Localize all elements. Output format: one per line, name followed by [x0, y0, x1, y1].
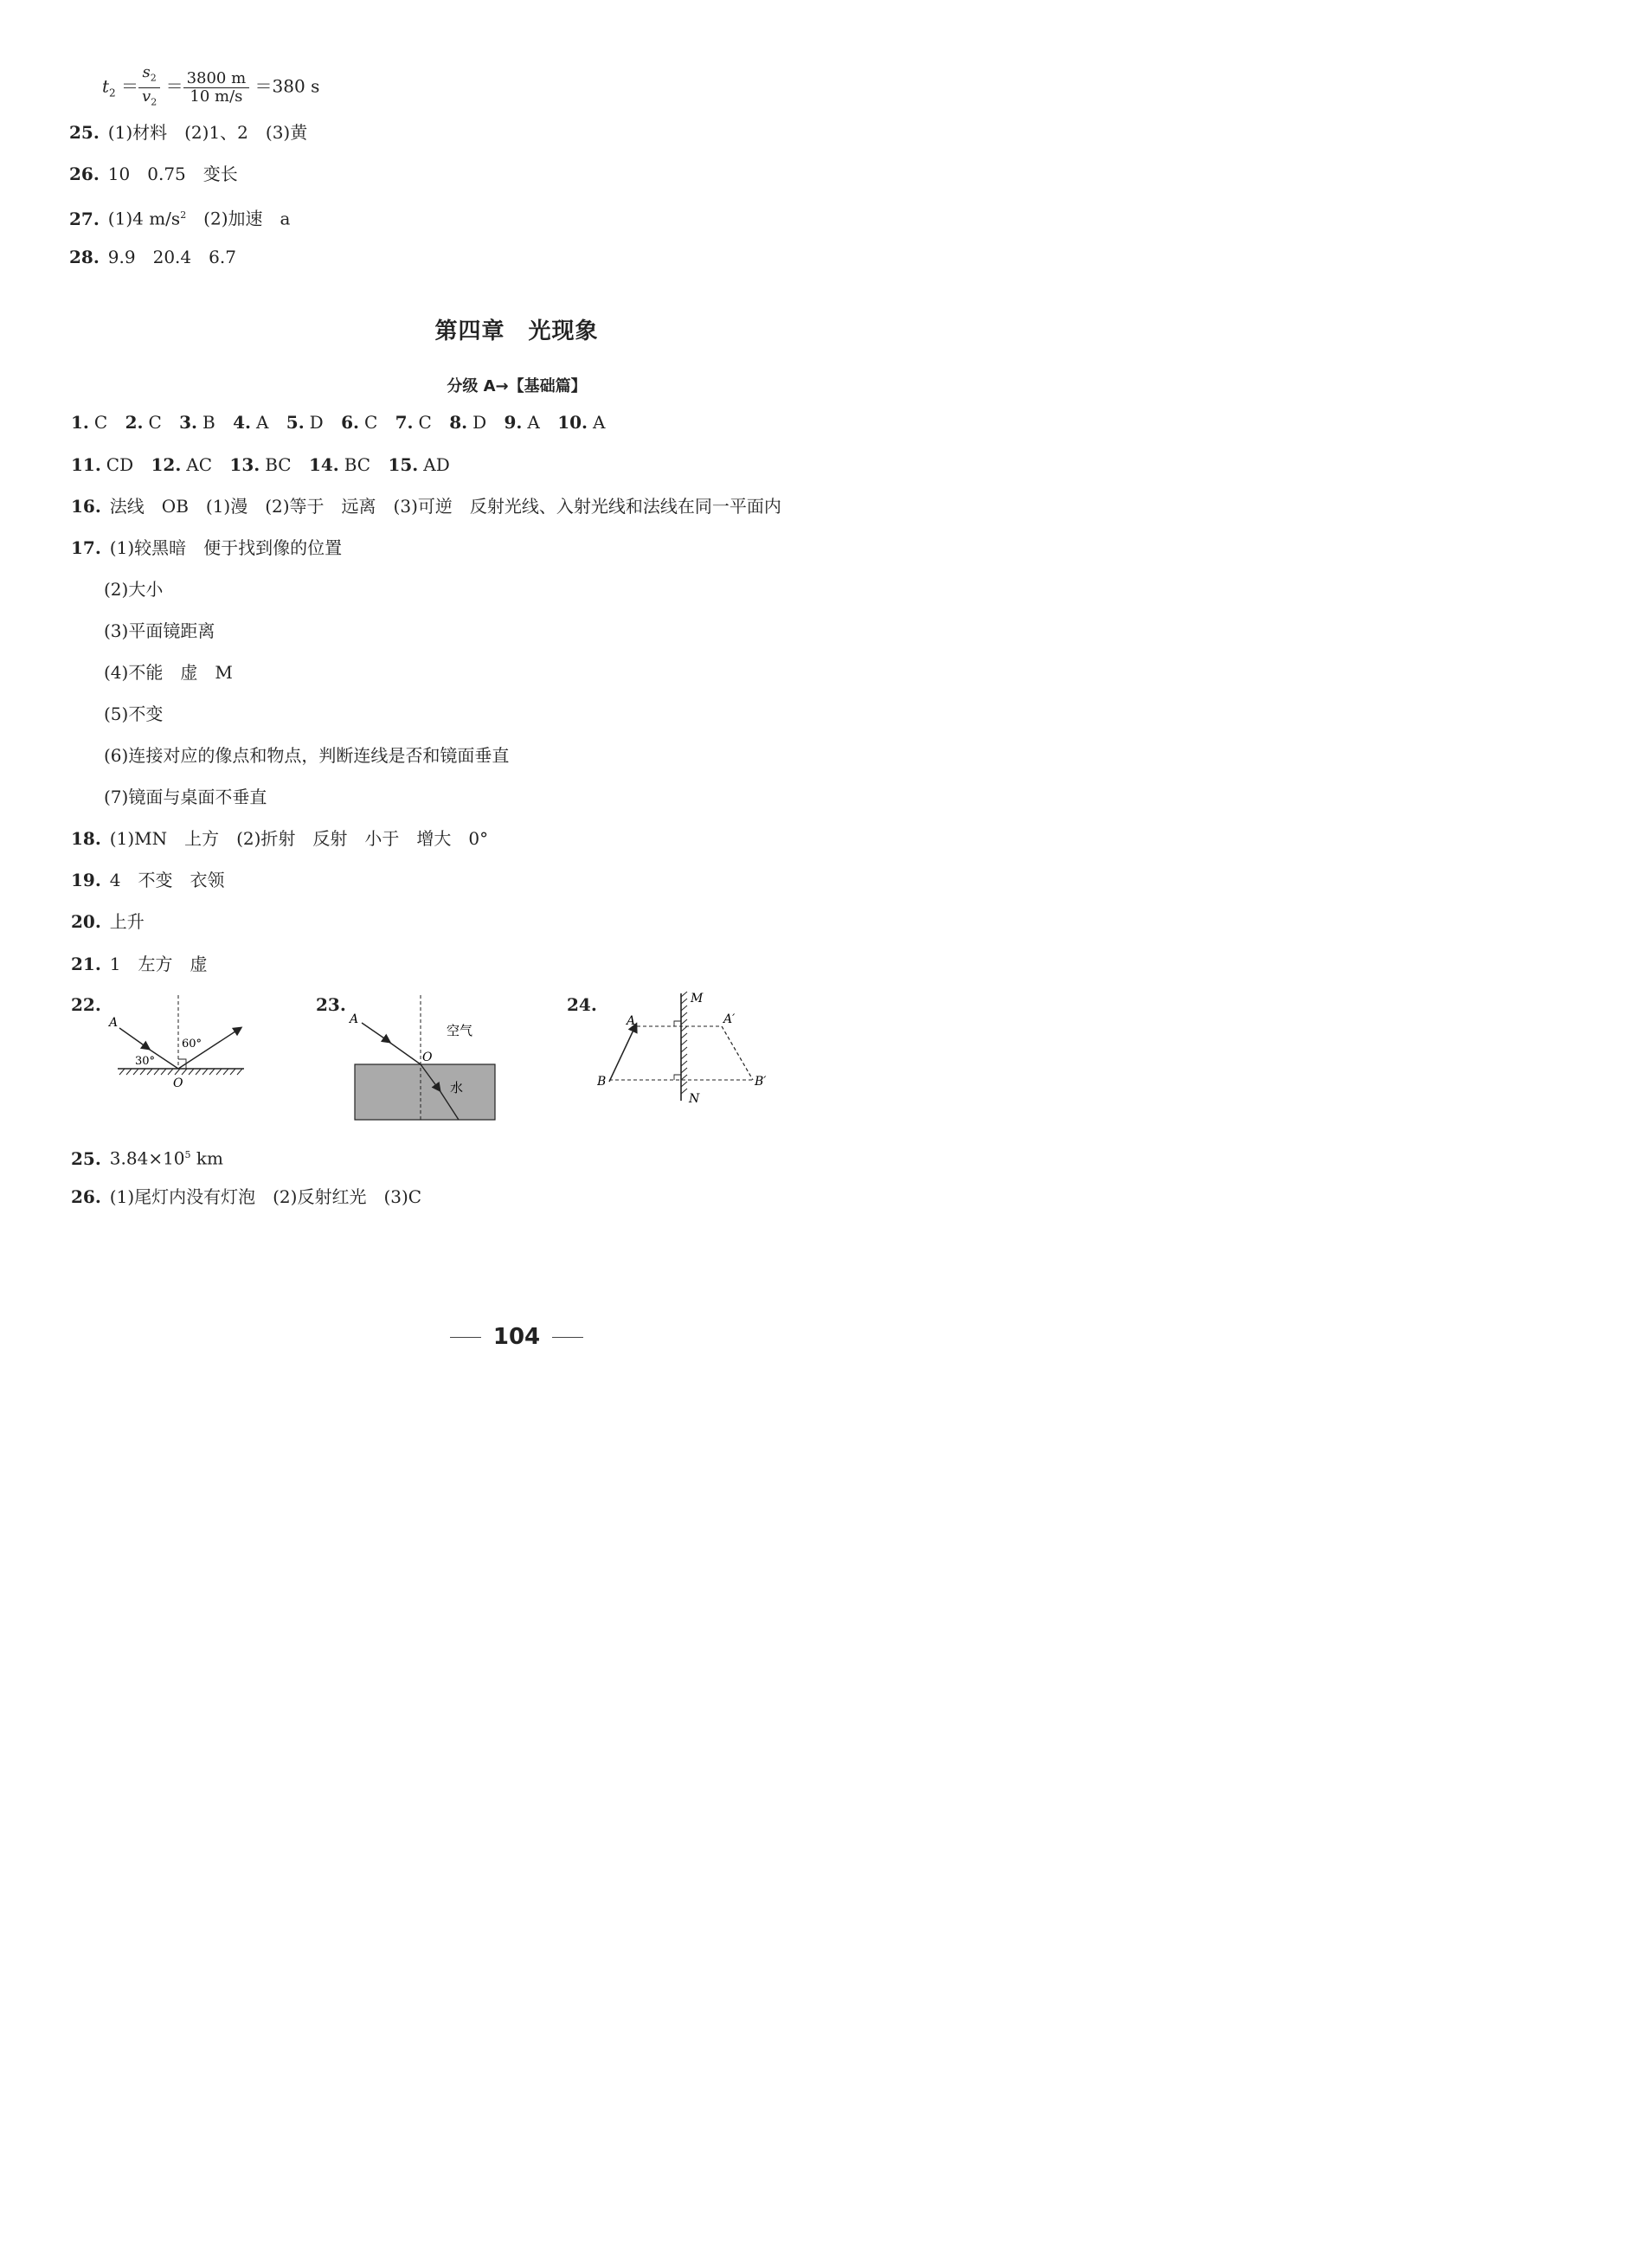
fig24-label-M: M	[691, 992, 704, 1006]
answer-17-line3: (3)平面镜距离	[104, 620, 215, 641]
answer-25-prev: 25. (1)材料 (2)1、2 (3)黄	[69, 122, 308, 143]
answer-17-line1: 17. (1)较黑暗 便于找到像的位置	[71, 537, 343, 558]
fig24-right-angle-top	[674, 1021, 681, 1026]
answer-17-line5: (5)不变	[104, 704, 164, 724]
answer-19: 19. 4 不变 衣领	[71, 870, 225, 890]
answer-17-line2: (2)大小	[104, 579, 164, 600]
answer-20: 20. 上升	[71, 911, 145, 932]
fig24-label-B-prime: B′	[755, 1075, 767, 1089]
fig23-incident-ray	[362, 1023, 389, 1042]
fig24-label-N: N	[689, 1092, 700, 1106]
fig22-reflection-diagram	[104, 986, 260, 1099]
dash-right	[552, 1337, 583, 1338]
fig24-label-A: A	[627, 1014, 636, 1028]
answer-26-prev: 26. 10 0.75 变长	[69, 164, 238, 184]
answer-28-prev: 28. 9.9 20.4 6.7	[69, 247, 236, 267]
fig23-label-air: 空气	[447, 1023, 473, 1038]
fig22-angle-60: 60°	[182, 1038, 202, 1051]
answer-17-line4: (4)不能 虚 M	[104, 662, 233, 683]
answer-25: 25. $3.84\times 10^5$ km	[71, 1147, 223, 1169]
fig22-label-O: O	[173, 1076, 183, 1090]
fig24-mirror-image-diagram	[597, 986, 787, 1125]
fig22-label-A: A	[109, 1016, 119, 1030]
mc-answers-row2: 11. CD 12. AC 13. BC 14. BC 15. AD	[71, 454, 450, 475]
fig23-label-A: A	[350, 1012, 359, 1026]
answer-17-line6: (6)连接对应的像点和物点，判断连线是否和镜面垂直	[104, 745, 510, 766]
fig24-label-A-prime: A′	[723, 1012, 736, 1026]
answer-21: 21. 1 左方 虚	[71, 954, 208, 974]
fig24-label: 24.	[567, 994, 597, 1015]
fig22-label: 22.	[71, 994, 101, 1015]
fig23-refraction-diagram	[346, 986, 511, 1151]
answer-17-line7: (7)镜面与桌面不垂直	[104, 787, 267, 807]
fig23-label: 23.	[316, 994, 346, 1015]
fig24-mirror-hatching	[681, 992, 687, 1094]
level-title: 分级 A→【基础篇】	[447, 377, 587, 395]
fig23-label-water: 水	[450, 1080, 464, 1096]
answer-16: 16. 法线 OB (1)漫 (2)等于 远离 (3)可逆 反射光线、入射光线和法线在同一平面内	[71, 496, 781, 517]
fig24-label-B: B	[597, 1075, 607, 1089]
answer-27-prev: 27. (1)4 $m/s^2$ (2)加速 a	[69, 208, 291, 229]
page-number: 104	[0, 1324, 1033, 1350]
fig22-hatching	[119, 1069, 242, 1075]
fig24-object-AB	[609, 1025, 636, 1082]
fig22-incident-ray	[119, 1028, 149, 1049]
fig23-label-O: O	[422, 1051, 433, 1064]
fig23-water-region	[355, 1064, 495, 1120]
chapter-title: 第四章 光现象	[434, 318, 599, 344]
fraction-s-v: $\frac{s_2}{v_2}$	[138, 64, 160, 111]
formula-t2: $t_2$ ＝ $\frac{s_2}{v_2}$ ＝ $\frac{3800 m}{10 m/s}$ ＝380 s	[102, 64, 319, 102]
answer-26: 26. (1)尾灯内没有灯泡 (2)反射红光 (3)C	[71, 1186, 422, 1207]
answer-page	[0, 0, 1033, 1406]
fraction-values: $\frac{3800 m}{10 m/s}$	[183, 70, 250, 106]
answer-18: 18. (1)MN 上方 (2)折射 反射 小于 增大 0°	[71, 828, 489, 849]
dash-left	[450, 1337, 481, 1338]
fig22-angle-30: 30°	[135, 1055, 156, 1068]
fig23-incident-ray-tail	[388, 1041, 421, 1064]
fig24-right-angle-bottom	[674, 1075, 681, 1080]
fig24-image-AB	[722, 1026, 753, 1080]
mc-answers-row1: 1. C 2. C 3. B 4. A 5. D 6. C 7. C 8. D 9. A 10. A	[71, 412, 606, 433]
